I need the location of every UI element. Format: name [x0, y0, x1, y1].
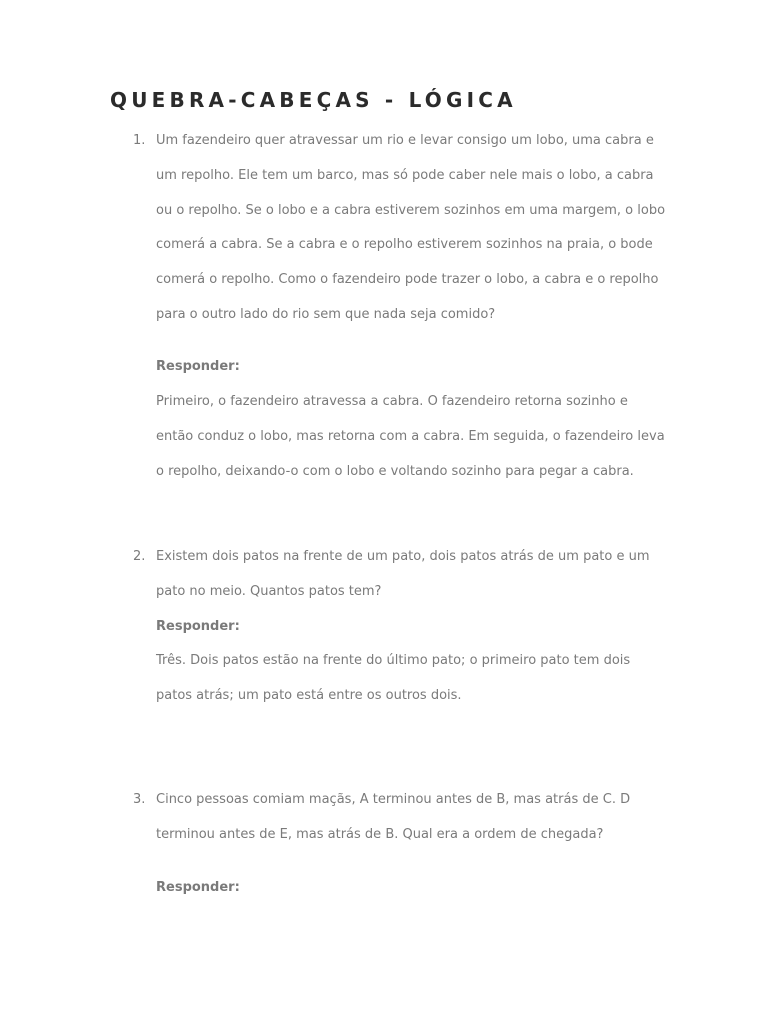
- question-text: Um fazendeiro quer atravessar um rio e levar consigo um lobo, uma cabra e um repolho. Ele tem um barco, mas só pode caber nele mais o lobo, a cabra ou o repolho. Se o lobo e a cabra estiverem sozinhos em uma margem, o lobo comerá a cabra. Se a cabra e o repolho estiverem sozinhos na praia, o bode comerá o repolho. Como o fazendeiro pode trazer o lobo, a cabra e o repolho para o outro lado do rio sem que nada seja comido?: [156, 133, 666, 322]
- question-text: Existem dois patos na frente de um pato, dois patos atrás de um pato e um pato no meio. Quantos patos tem?: [156, 549, 650, 599]
- question-number: 3.: [133, 792, 146, 807]
- question-text: Cinco pessoas comiam maçãs, A terminou antes de B, mas atrás de C. D terminou antes de E, mas atrás de B. Qual era a ordem de chegada?: [156, 792, 631, 842]
- question-number: 2.: [133, 549, 146, 564]
- answer-label: Responder:: [156, 880, 240, 895]
- answer-text: Primeiro, o fazendeiro atravessa a cabra. O fazendeiro retorna sozinho e então conduz o lobo, mas retorna com a cabra. Em seguida, o fazendeiro leva o repolho, deixando-o com o lobo e voltando sozinho para pegar a cabra.: [156, 394, 665, 479]
- answer-text: Três. Dois patos estão na frente do último pato; o primeiro pato tem dois patos atrás; um pato está entre os outros dois.: [156, 653, 631, 703]
- document-title: QUEBRA-CABEÇAS - LÓGICA: [110, 88, 517, 112]
- answer-label: Responder:: [156, 359, 240, 374]
- question-number: 1.: [133, 133, 146, 148]
- answer-label: Responder:: [156, 619, 240, 634]
